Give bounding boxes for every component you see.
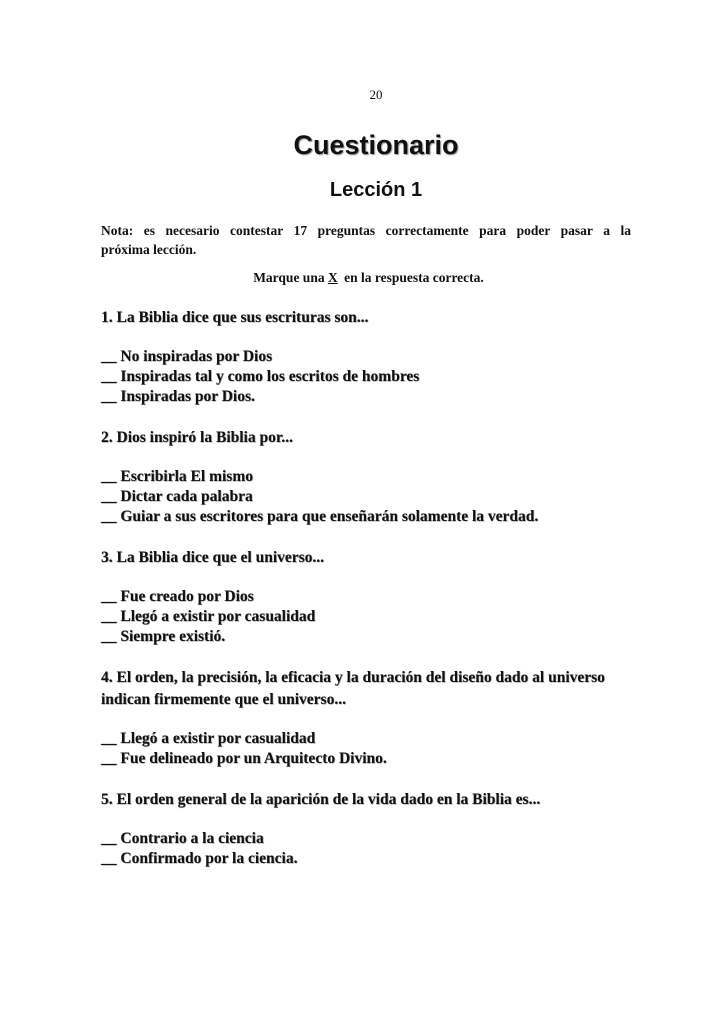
answer-blank[interactable]: __ bbox=[101, 588, 117, 605]
question-1 bbox=[101, 307, 641, 407]
question-list bbox=[101, 307, 641, 889]
question-text-line-2: indican firmemente que el universo... bbox=[101, 691, 346, 708]
answer-option[interactable] bbox=[101, 607, 641, 627]
lesson-subtitle: Lección 1 bbox=[329, 179, 423, 201]
answer-option[interactable] bbox=[101, 729, 641, 749]
question-4 bbox=[101, 667, 641, 769]
answer-option[interactable] bbox=[101, 487, 641, 507]
question-text-line-1: 4. El orden, la precisión, la eficacia y la duración del diseño dado al universo bbox=[101, 669, 605, 686]
answer-option[interactable] bbox=[101, 849, 641, 869]
instruction-after: en la respuesta correcta. bbox=[344, 270, 484, 285]
answer-blank[interactable]: __ bbox=[101, 750, 117, 767]
answer-option[interactable] bbox=[101, 347, 641, 367]
question-3 bbox=[101, 547, 641, 647]
question-2 bbox=[101, 427, 641, 527]
answer-option-text: Fue creado por Dios bbox=[120, 588, 254, 605]
answer-blank[interactable]: __ bbox=[101, 368, 117, 385]
answer-option-text: Inspiradas tal y como los escritos de hombres bbox=[120, 368, 420, 385]
answer-option[interactable] bbox=[101, 829, 641, 849]
question-text: 5. El orden general de la aparición de la vida dado en la Biblia es... bbox=[101, 791, 541, 808]
instruction-line bbox=[101, 270, 631, 286]
instruction-mark: X bbox=[327, 270, 338, 285]
answer-blank[interactable]: __ bbox=[101, 468, 117, 485]
answer-blank[interactable]: __ bbox=[101, 348, 117, 365]
answer-option-text: Confirmado por la ciencia. bbox=[120, 850, 298, 867]
answer-option-text: Escribirla El mismo bbox=[120, 468, 253, 485]
answer-option[interactable] bbox=[101, 587, 641, 607]
answer-option[interactable] bbox=[101, 367, 641, 387]
answer-option-text: Siempre existió. bbox=[120, 628, 226, 645]
question-text: 1. La Biblia dice que sus escrituras son... bbox=[101, 309, 369, 326]
answer-option[interactable] bbox=[101, 749, 641, 769]
answer-option[interactable] bbox=[101, 507, 641, 527]
question-text: 2. Dios inspiró la Biblia por... bbox=[101, 429, 293, 446]
answer-blank[interactable]: __ bbox=[101, 730, 117, 747]
page-number: 20 bbox=[369, 87, 383, 102]
answer-option-text: Contrario a la ciencia bbox=[120, 830, 264, 847]
answer-option[interactable] bbox=[101, 387, 641, 407]
answer-option[interactable] bbox=[101, 627, 641, 647]
answer-blank[interactable]: __ bbox=[101, 830, 117, 847]
answer-option-text: Dictar cada palabra bbox=[120, 488, 253, 505]
answer-blank[interactable]: __ bbox=[101, 850, 117, 867]
answer-option-text: Llegó a existir por casualidad bbox=[120, 730, 316, 747]
answer-option-text: Guiar a sus escritores para que enseñarán solamente la verdad. bbox=[120, 508, 539, 525]
note-line-2: próxima lección. bbox=[101, 242, 197, 257]
answer-blank[interactable]: __ bbox=[101, 488, 117, 505]
answer-option-text: No inspiradas por Dios bbox=[120, 348, 273, 365]
answer-option-text: Inspiradas por Dios. bbox=[120, 388, 255, 405]
note-paragraph bbox=[101, 221, 631, 259]
answer-blank[interactable]: __ bbox=[101, 508, 117, 525]
question-5 bbox=[101, 789, 641, 869]
answer-option-text: Fue delineado por un Arquitecto Divino. bbox=[120, 750, 387, 767]
answer-option[interactable] bbox=[101, 467, 641, 487]
answer-blank[interactable]: __ bbox=[101, 608, 117, 625]
answer-blank[interactable]: __ bbox=[101, 628, 117, 645]
question-text: 3. La Biblia dice que el universo... bbox=[101, 549, 325, 566]
question-text bbox=[101, 667, 641, 711]
answer-option-text: Llegó a existir por casualidad bbox=[120, 608, 316, 625]
note-line-1: Nota: es necesario contestar 17 preguntas correctamente para poder pasar a la bbox=[101, 223, 631, 238]
answer-blank[interactable]: __ bbox=[101, 388, 117, 405]
instruction-before: Marque una bbox=[253, 270, 325, 285]
page-title: Cuestionario bbox=[293, 130, 459, 160]
